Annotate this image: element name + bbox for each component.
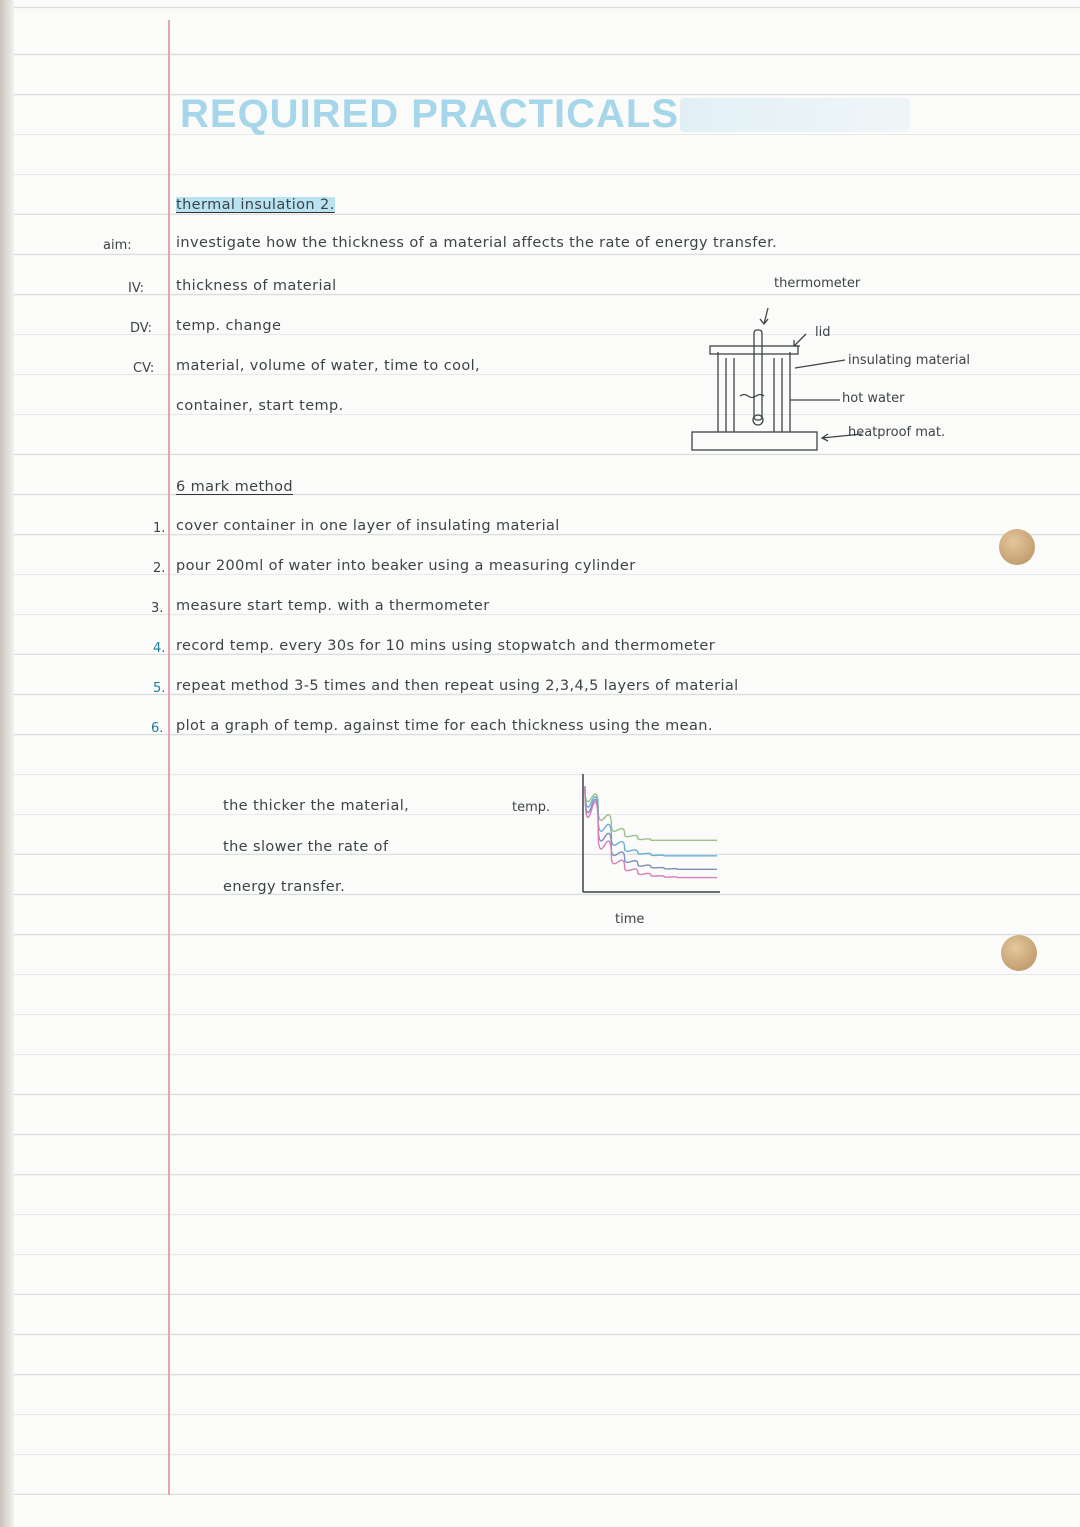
conclusion-line: energy transfer.: [223, 879, 346, 895]
thermometer-label: thermometer: [774, 276, 861, 291]
page-edge-shadow: [0, 0, 14, 1527]
cv-label: CV:: [133, 361, 155, 376]
leader-insulating: [795, 360, 845, 368]
punch-hole-top: [999, 529, 1035, 565]
dv-label: DV:: [130, 321, 152, 336]
margin-line: [168, 20, 170, 1495]
conclusion-line: the slower the rate of: [223, 839, 389, 855]
method-heading: 6 mark method: [176, 479, 294, 495]
cooling-curve-chart: [575, 770, 725, 900]
hot-water-label: hot water: [842, 391, 905, 406]
method-step-text: measure start temp. with a thermometer: [176, 598, 490, 614]
conclusion-line: the thicker the material,: [223, 798, 410, 814]
chart-ylabel: temp.: [512, 800, 551, 815]
dv-text: temp. change: [176, 318, 282, 334]
method-step-number: 3.: [151, 601, 164, 616]
practical-heading-text: thermal insulation 2.: [176, 197, 335, 213]
thermometer-tube: [754, 330, 762, 420]
aim-label: aim:: [103, 238, 132, 253]
aim-text: investigate how the thickness of a material affects the rate of energy transfer.: [176, 235, 778, 251]
method-step-number: 4.: [153, 641, 166, 656]
method-step-text: repeat method 3-5 times and then repeat using 2,3,4,5 layers of material: [176, 678, 739, 694]
chart-series-line-4: [585, 786, 717, 877]
method-step-text: plot a graph of temp. against time for each thickness using the mean.: [176, 718, 713, 734]
method-step-number: 1.: [153, 521, 166, 536]
method-step-number: 5.: [153, 681, 166, 696]
chart-series-group: [585, 786, 717, 877]
heatproof-mat: [692, 432, 817, 450]
cv-text: material, volume of water, time to cool,: [176, 358, 481, 374]
chart-series-line-1: [585, 786, 717, 840]
apparatus-diagram: [680, 300, 1000, 460]
heatproof-mat-label: heatproof mat.: [848, 425, 946, 440]
lid-label: lid: [815, 325, 831, 340]
method-step-text: cover container in one layer of insulating material: [176, 518, 560, 534]
method-step-text: pour 200ml of water into beaker using a measuring cylinder: [176, 558, 636, 574]
water-surface: [740, 395, 764, 398]
cv-continuation: container, start temp.: [176, 398, 344, 414]
punch-hole-bottom: [1001, 935, 1037, 971]
insulating-material-label: insulating material: [848, 353, 971, 368]
method-step-text: record temp. every 30s for 10 mins using stopwatch and thermometer: [176, 638, 716, 654]
title-faded-overlay: [680, 98, 910, 132]
method-step-number: 2.: [153, 561, 166, 576]
practical-heading: [176, 197, 335, 213]
page-title: REQUIRED PRACTICALS: [180, 92, 680, 136]
arrow-lid: [794, 334, 806, 346]
arrow-thermometer: [760, 308, 768, 324]
method-step-number: 6.: [151, 721, 164, 736]
iv-label: IV:: [128, 281, 145, 296]
iv-text: thickness of material: [176, 278, 337, 294]
chart-xlabel: time: [615, 912, 645, 927]
